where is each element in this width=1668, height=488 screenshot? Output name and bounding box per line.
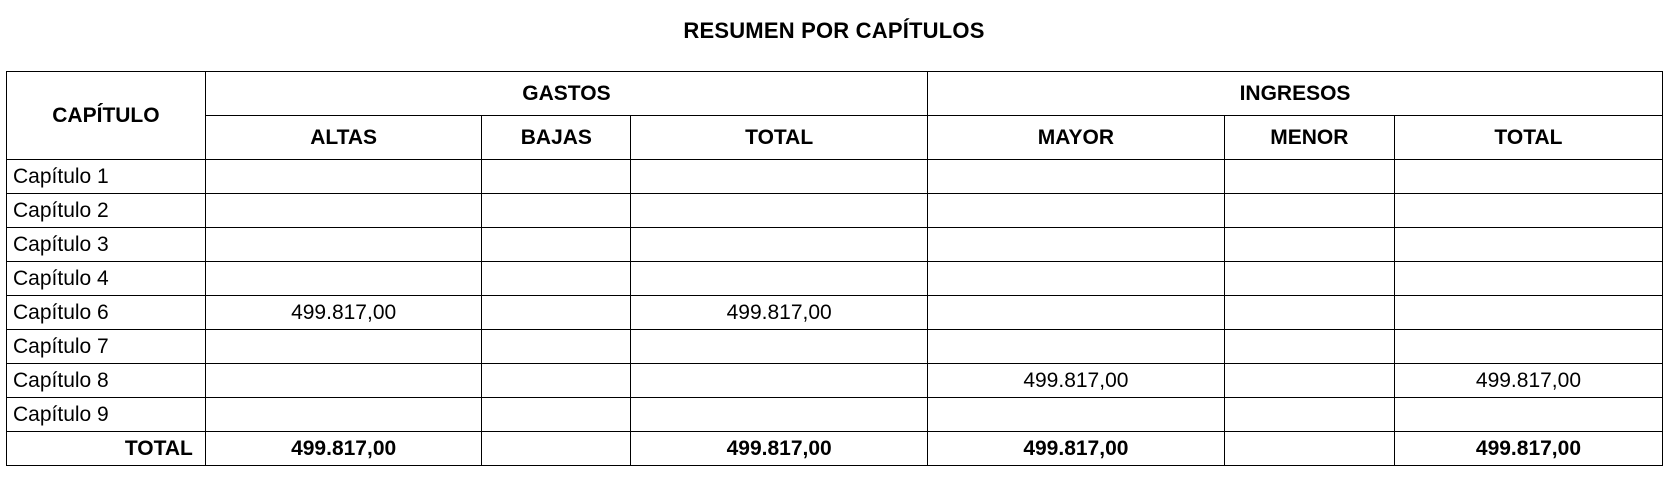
header-gastos-total: TOTAL <box>631 116 928 160</box>
table-row <box>7 398 1663 432</box>
cell-mayor <box>928 398 1225 432</box>
header-menor: MENOR <box>1224 116 1394 160</box>
cell-ingresos-total: 499.817,00 <box>1394 364 1662 398</box>
cell-bajas <box>482 398 631 432</box>
cell-mayor: 499.817,00 <box>928 364 1225 398</box>
header-altas: ALTAS <box>205 116 482 160</box>
table-row <box>7 330 1663 364</box>
table-row <box>7 194 1663 228</box>
cell-bajas <box>482 228 631 262</box>
cell-ingresos-total <box>1394 398 1662 432</box>
cell-menor <box>1224 296 1394 330</box>
cell-altas <box>205 228 482 262</box>
table-row <box>7 160 1663 194</box>
header-capitulo: CAPÍTULO <box>7 72 206 160</box>
cell-altas <box>205 330 482 364</box>
cell-menor <box>1224 330 1394 364</box>
cell-bajas <box>482 160 631 194</box>
header-ingresos-total: TOTAL <box>1394 116 1662 160</box>
total-altas: 499.817,00 <box>205 432 482 466</box>
cell-gastos-total <box>631 398 928 432</box>
cell-ingresos-total <box>1394 160 1662 194</box>
header-ingresos: INGRESOS <box>928 72 1663 116</box>
header-row-columns <box>7 116 1663 160</box>
total-gastos: 499.817,00 <box>631 432 928 466</box>
table-row <box>7 228 1663 262</box>
cell-ingresos-total <box>1394 194 1662 228</box>
cell-altas <box>205 364 482 398</box>
row-label: Capítulo 3 <box>7 228 206 262</box>
cell-altas <box>205 262 482 296</box>
cell-mayor <box>928 160 1225 194</box>
header-mayor: MAYOR <box>928 116 1225 160</box>
cell-menor <box>1224 398 1394 432</box>
cell-altas: 499.817,00 <box>205 296 482 330</box>
header-gastos: GASTOS <box>205 72 927 116</box>
cell-altas <box>205 160 482 194</box>
cell-bajas <box>482 262 631 296</box>
summary-table <box>6 71 1663 466</box>
cell-gastos-total <box>631 262 928 296</box>
row-label: Capítulo 2 <box>7 194 206 228</box>
total-bajas <box>482 432 631 466</box>
header-row-groups <box>7 72 1663 116</box>
row-label: Capítulo 6 <box>7 296 206 330</box>
cell-menor <box>1224 160 1394 194</box>
table-row <box>7 364 1663 398</box>
cell-ingresos-total <box>1394 330 1662 364</box>
row-label: Capítulo 7 <box>7 330 206 364</box>
row-label: Capítulo 8 <box>7 364 206 398</box>
cell-menor <box>1224 194 1394 228</box>
cell-bajas <box>482 364 631 398</box>
total-menor <box>1224 432 1394 466</box>
table-row <box>7 296 1663 330</box>
cell-gastos-total: 499.817,00 <box>631 296 928 330</box>
row-label: Capítulo 1 <box>7 160 206 194</box>
cell-bajas <box>482 296 631 330</box>
cell-altas <box>205 398 482 432</box>
cell-mayor <box>928 262 1225 296</box>
cell-menor <box>1224 364 1394 398</box>
cell-mayor <box>928 228 1225 262</box>
cell-ingresos-total <box>1394 296 1662 330</box>
cell-gastos-total <box>631 160 928 194</box>
cell-mayor <box>928 194 1225 228</box>
cell-ingresos-total <box>1394 228 1662 262</box>
page-title: RESUMEN POR CAPÍTULOS <box>683 18 985 43</box>
cell-gastos-total <box>631 228 928 262</box>
total-ingresos: 499.817,00 <box>1394 432 1662 466</box>
cell-altas <box>205 194 482 228</box>
total-mayor: 499.817,00 <box>928 432 1225 466</box>
header-bajas: BAJAS <box>482 116 631 160</box>
cell-gastos-total <box>631 194 928 228</box>
cell-gastos-total <box>631 330 928 364</box>
row-label: Capítulo 9 <box>7 398 206 432</box>
total-label: TOTAL <box>7 432 206 466</box>
cell-gastos-total <box>631 364 928 398</box>
cell-ingresos-total <box>1394 262 1662 296</box>
cell-menor <box>1224 228 1394 262</box>
total-row <box>7 432 1663 466</box>
table-row <box>7 262 1663 296</box>
cell-bajas <box>482 194 631 228</box>
cell-mayor <box>928 296 1225 330</box>
row-label: Capítulo 4 <box>7 262 206 296</box>
cell-mayor <box>928 330 1225 364</box>
cell-bajas <box>482 330 631 364</box>
cell-menor <box>1224 262 1394 296</box>
